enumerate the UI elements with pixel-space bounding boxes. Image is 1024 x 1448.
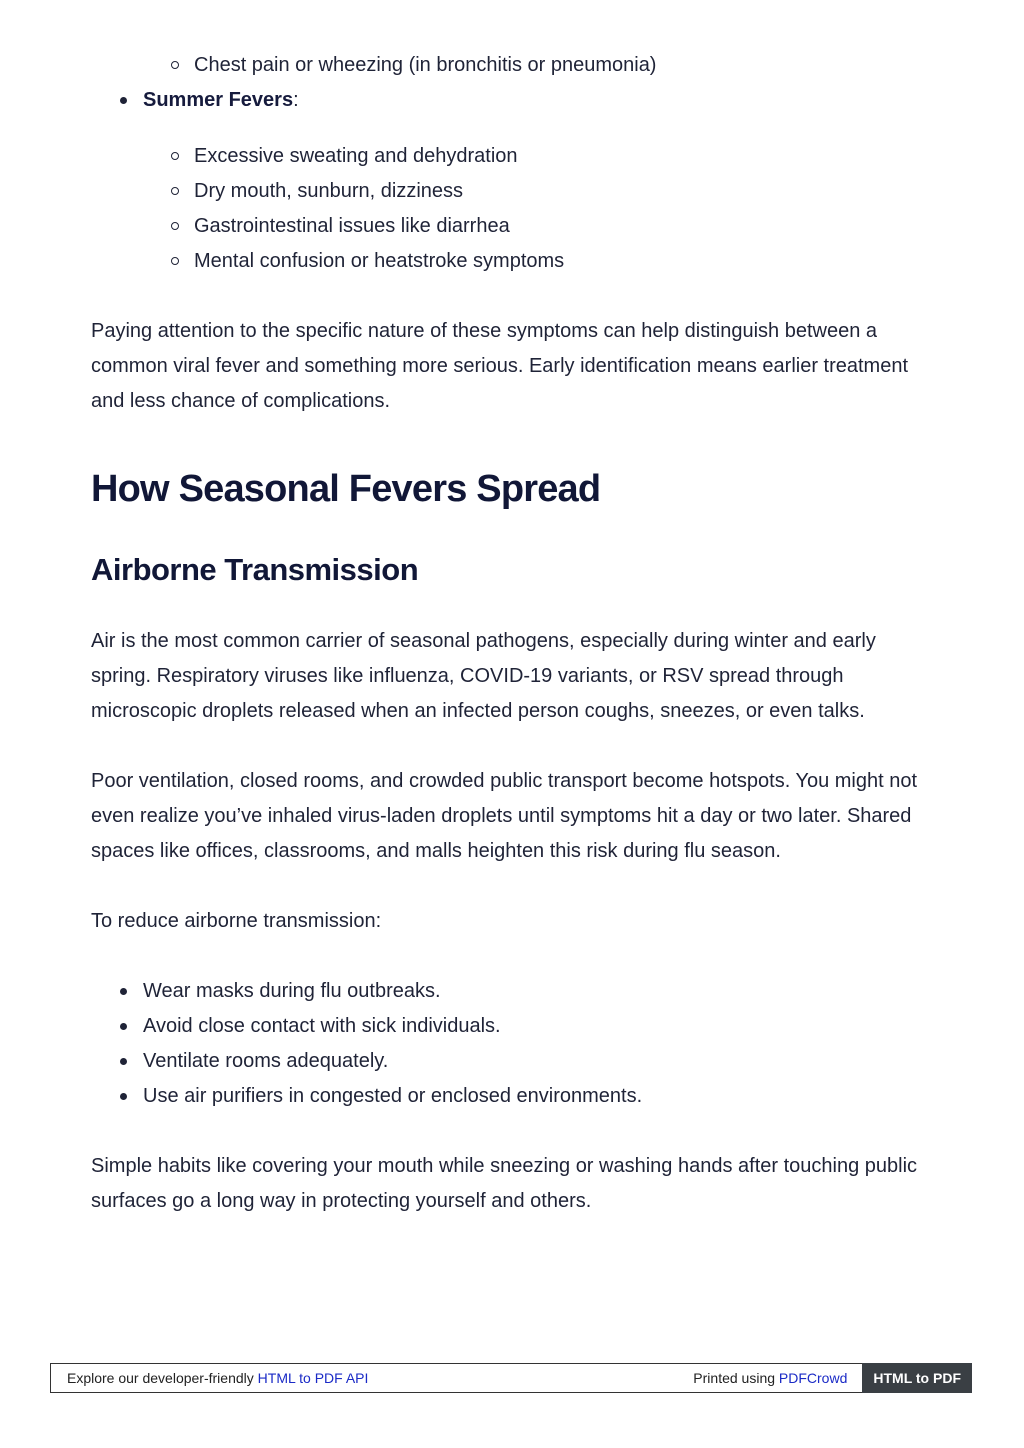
paragraph-poor-ventilation: Poor ventilation, closed rooms, and crowded public transport become hotspots. You might not even realize you’ve inhaled virus-laden droplets until symptoms hit a day or two later. Shared spaces like offices, classrooms, and malls heighten this risk during flu season. xyxy=(91,770,918,862)
paragraph-simple-habits: Simple habits like covering your mouth while sneezing or washing hands after touching public surfaces go a long way in protecting yourself and others. xyxy=(91,1155,918,1212)
paragraph-symptoms-attention: Paying attention to the specific nature of these symptoms can help distinguish between a common viral fever and something more serious. Early identification means earlier treatment and less chance of complications. xyxy=(91,320,909,412)
list-item: Chest pain or wheezing (in bronchitis or pneumonia) xyxy=(91,48,931,83)
list-item: Gastrointestinal issues like diarrhea xyxy=(91,209,931,244)
paragraph-airborne-carrier: Air is the most common carrier of seasonal pathogens, especially during winter and early spring. Respiratory viruses like influenza, COVID-19 variants, or RSV spread through microscopic droplets released when an infected person coughs, sneezes, or even talks. xyxy=(91,630,876,722)
heading-airborne-transmission: Airborne Transmission xyxy=(91,552,419,587)
list-item: Ventilate rooms adequately. xyxy=(91,1044,931,1079)
summer-fevers-label: Summer Fevers xyxy=(143,89,294,111)
summer-fevers-colon: : xyxy=(293,89,299,111)
footer-printed xyxy=(693,1370,862,1386)
list-item: Use air purifiers in congested or enclosed environments. xyxy=(91,1079,931,1114)
paragraph-reduce-intro: To reduce airborne transmission: xyxy=(91,910,382,932)
footer-printed-text: Printed using xyxy=(693,1370,776,1386)
heading-how-seasonal-fevers-spread: How Seasonal Fevers Spread xyxy=(91,468,601,510)
list-item: Dry mouth, sunburn, dizziness xyxy=(91,174,931,209)
symptom-sub-list xyxy=(91,48,931,83)
list-item-summer-fevers xyxy=(91,83,931,118)
footer-explore-text: Explore our developer-friendly xyxy=(67,1370,254,1386)
footer-explore xyxy=(51,1370,693,1386)
season-list xyxy=(91,83,931,118)
list-item: Avoid close contact with sick individuals. xyxy=(91,1009,931,1044)
list-item: Mental confusion or heatstroke symptoms xyxy=(91,244,931,279)
html-to-pdf-api-link[interactable]: HTML to PDF API xyxy=(257,1370,369,1386)
pdf-footer-bar xyxy=(50,1363,972,1393)
article-content xyxy=(91,48,931,1219)
reduce-transmission-list xyxy=(91,974,931,1114)
pdfcrowd-link[interactable]: PDFCrowd xyxy=(778,1370,848,1386)
list-item: Excessive sweating and dehydration xyxy=(91,139,931,174)
summer-symptom-list xyxy=(91,139,931,279)
html-to-pdf-badge[interactable]: HTML to PDF xyxy=(862,1363,972,1393)
list-item: Wear masks during flu outbreaks. xyxy=(91,974,931,1009)
